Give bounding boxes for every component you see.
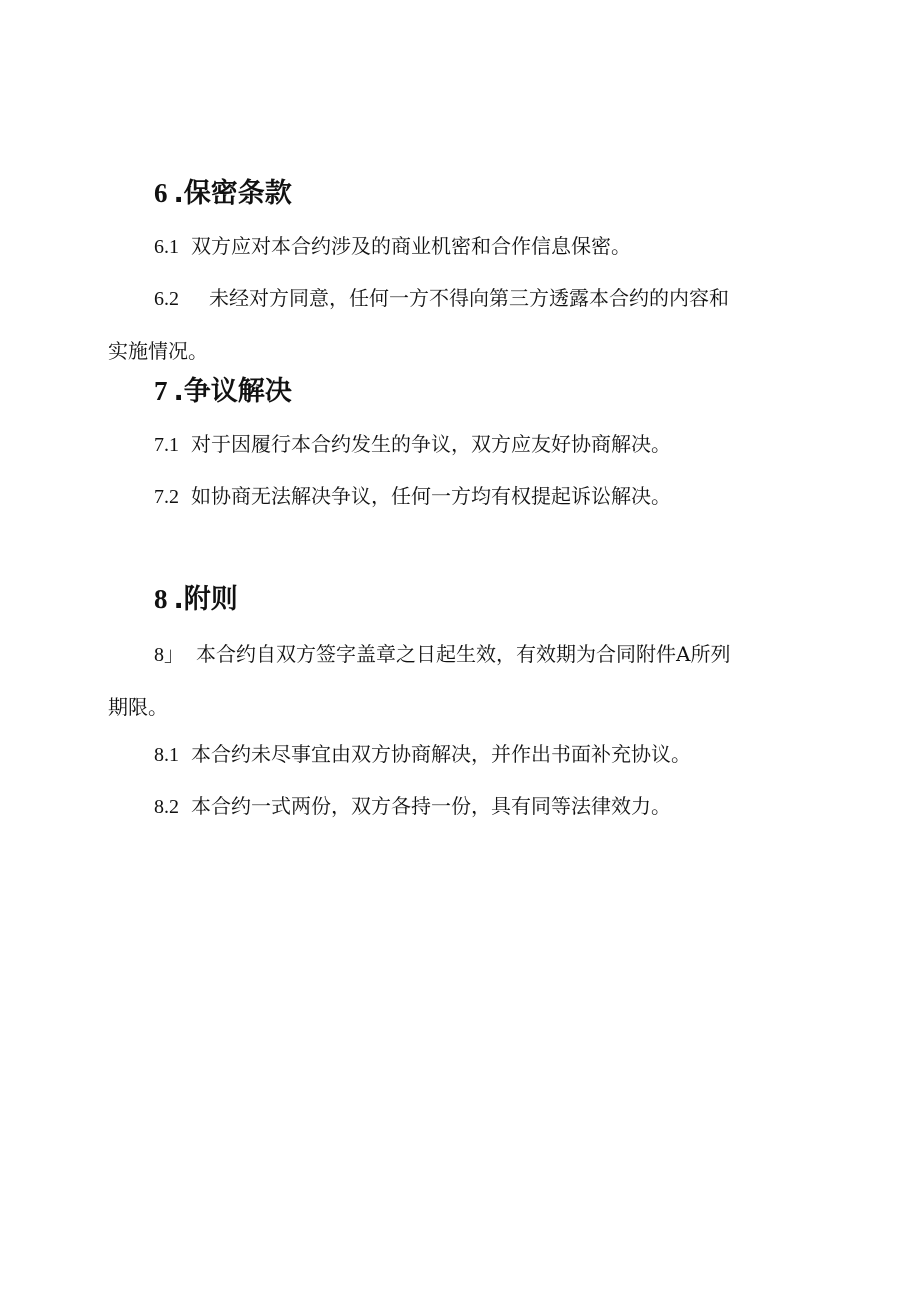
- clause-number: 8.1: [154, 744, 179, 766]
- clause-8-1: [108, 728, 824, 781]
- section-title: .争议解决: [173, 376, 292, 407]
- clause-number: 8.2: [154, 796, 179, 818]
- clause-6-2: [108, 272, 824, 377]
- clause-6-1: [108, 220, 824, 273]
- clause-number: 6.1: [154, 236, 179, 258]
- clause-text-continuation: 实施情况。: [108, 339, 208, 363]
- clause-number: 7.2: [154, 486, 179, 508]
- section-number: 6: [154, 178, 168, 208]
- clause-text: 本合约一式两份，双方各持一份，具有同等法律效力。: [191, 794, 671, 818]
- section-heading-dispute-resolution: [154, 374, 292, 409]
- clause-number: 8」: [154, 644, 184, 666]
- clause-text-continuation: 期限。: [108, 695, 168, 719]
- section-number: 8: [154, 584, 168, 614]
- section-heading-supplementary-provisions: [154, 582, 238, 617]
- clause-text: 双方应对本合约涉及的商业机密和合作信息保密。: [191, 234, 631, 258]
- clause-text: 本合约自双方签字盖章之日起生效，有效期为合同附件A所列: [196, 642, 731, 666]
- clause-8-2: [108, 780, 824, 833]
- clause-text: 本合约未尽事宜由双方协商解决，并作出书面补充协议。: [191, 742, 691, 766]
- section-title: .附则: [173, 584, 238, 615]
- clause-8-0: [108, 628, 824, 733]
- section-title: .保密条款: [173, 178, 292, 209]
- section-heading-confidentiality: [154, 176, 292, 211]
- clause-7-1: [108, 418, 824, 471]
- clause-text: 对于因履行本合约发生的争议，双方应友好协商解决。: [191, 432, 671, 456]
- clause-text: 未经对方同意，任何一方不得向第三方透露本合约的内容和: [209, 286, 729, 310]
- clause-number: 6.2: [154, 288, 179, 310]
- clause-text: 如协商无法解决争议，任何一方均有权提起诉讼解决。: [191, 484, 671, 508]
- clause-7-2: [108, 470, 824, 523]
- clause-number: 7.1: [154, 434, 179, 456]
- section-number: 7: [154, 376, 168, 406]
